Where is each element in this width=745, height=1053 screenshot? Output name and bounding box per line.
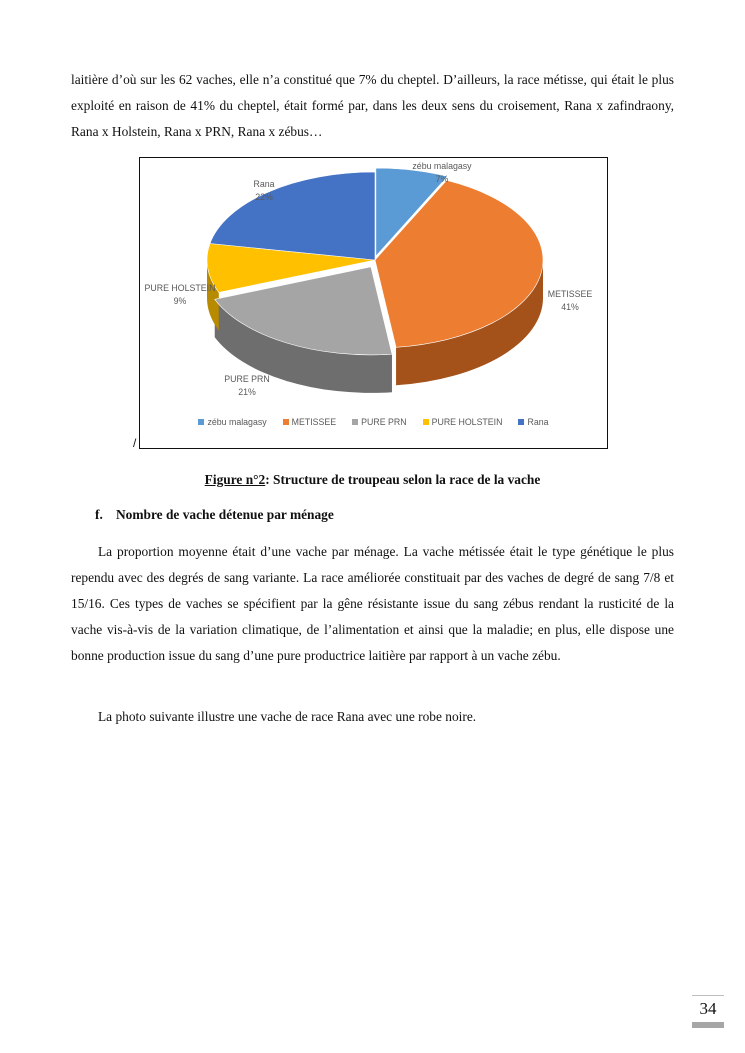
legend-swatch bbox=[283, 419, 289, 425]
figure-number: Figure n°2 bbox=[204, 472, 266, 487]
legend-label: PURE PRN bbox=[361, 417, 407, 427]
slice-percent-pure-holstein: 9% bbox=[173, 296, 187, 306]
paragraph-photo: La photo suivante illustre une vache de race Rana avec une robe noire. bbox=[98, 709, 477, 724]
figure-caption-text: : Structure de troupeau selon la race de la vache bbox=[265, 472, 541, 487]
section-letter: f. bbox=[95, 507, 103, 522]
legend-swatch bbox=[352, 419, 358, 425]
slice-percent-zebu-malagasy: 7% bbox=[435, 174, 449, 184]
paragraph-menage: La proportion moyenne était d’une vache par ménage. La vache métissée était le type génétique le plus rependu avec des degrés de sang variante. La race améliorée constituait par des vaches de degré de sang 7/8 et 15/16. Ces types de vaches se spécifient par la gêne résistante issue du sang zébus rendant la rusticité de la vache vis-à-vis de la variation climatique, de l’alimentation et ainsi que la maladie; en plus, elle dispose une bonne production issue du sang d’une pure productrice laitière par rapport à un vache zébu. bbox=[71, 544, 674, 663]
page-number-bar bbox=[692, 1022, 724, 1028]
stray-slash-mark: / bbox=[133, 436, 137, 450]
slice-label-pure-prn: PURE PRN bbox=[224, 374, 270, 384]
legend-item-metissee bbox=[283, 417, 336, 427]
paragraph-top: laitière d’où sur les 62 vaches, elle n’a constitué que 7% du cheptel. D’ailleurs, la race métisse, qui était le plus exploité en raison de 41% du cheptel, était formé par, dans les deux sens du croisement, Rana x zafindraony, Rana x Holstein, Rana x PRN, Rana x zébus… bbox=[71, 72, 674, 139]
legend-item-pure-prn bbox=[352, 417, 406, 427]
legend-swatch bbox=[198, 419, 204, 425]
legend-label: PURE HOLSTEIN bbox=[431, 417, 503, 427]
legend-label: Rana bbox=[527, 417, 549, 427]
legend-swatch bbox=[518, 419, 524, 425]
legend-item-rana bbox=[518, 417, 548, 427]
slice-percent-metissee: 41% bbox=[561, 302, 579, 312]
slice-label-zebu-malagasy: zébu malagasy bbox=[412, 161, 472, 171]
legend-label: zébu malagasy bbox=[207, 417, 267, 427]
slice-label-pure-holstein: PURE HOLSTEIN bbox=[144, 283, 216, 293]
legend-item-pure-holstein bbox=[423, 417, 503, 427]
pie-chart bbox=[139, 157, 608, 449]
slice-label-rana: Rana bbox=[253, 179, 275, 189]
pie-chart-svg bbox=[140, 158, 609, 450]
slice-percent-rana: 22% bbox=[255, 192, 273, 202]
section-title: Nombre de vache détenue par ménage bbox=[116, 507, 334, 522]
legend-label: METISSEE bbox=[291, 417, 337, 427]
page-number-box bbox=[692, 995, 724, 1028]
slice-label-metissee: METISSEE bbox=[547, 289, 593, 299]
legend-item-zebu-malagasy bbox=[198, 417, 266, 427]
figure-caption bbox=[0, 472, 745, 488]
chart-legend bbox=[140, 417, 607, 427]
page-number: 34 bbox=[699, 999, 717, 1018]
legend-swatch bbox=[423, 419, 429, 425]
section-heading bbox=[95, 507, 334, 523]
slice-percent-pure-prn: 21% bbox=[238, 387, 256, 397]
